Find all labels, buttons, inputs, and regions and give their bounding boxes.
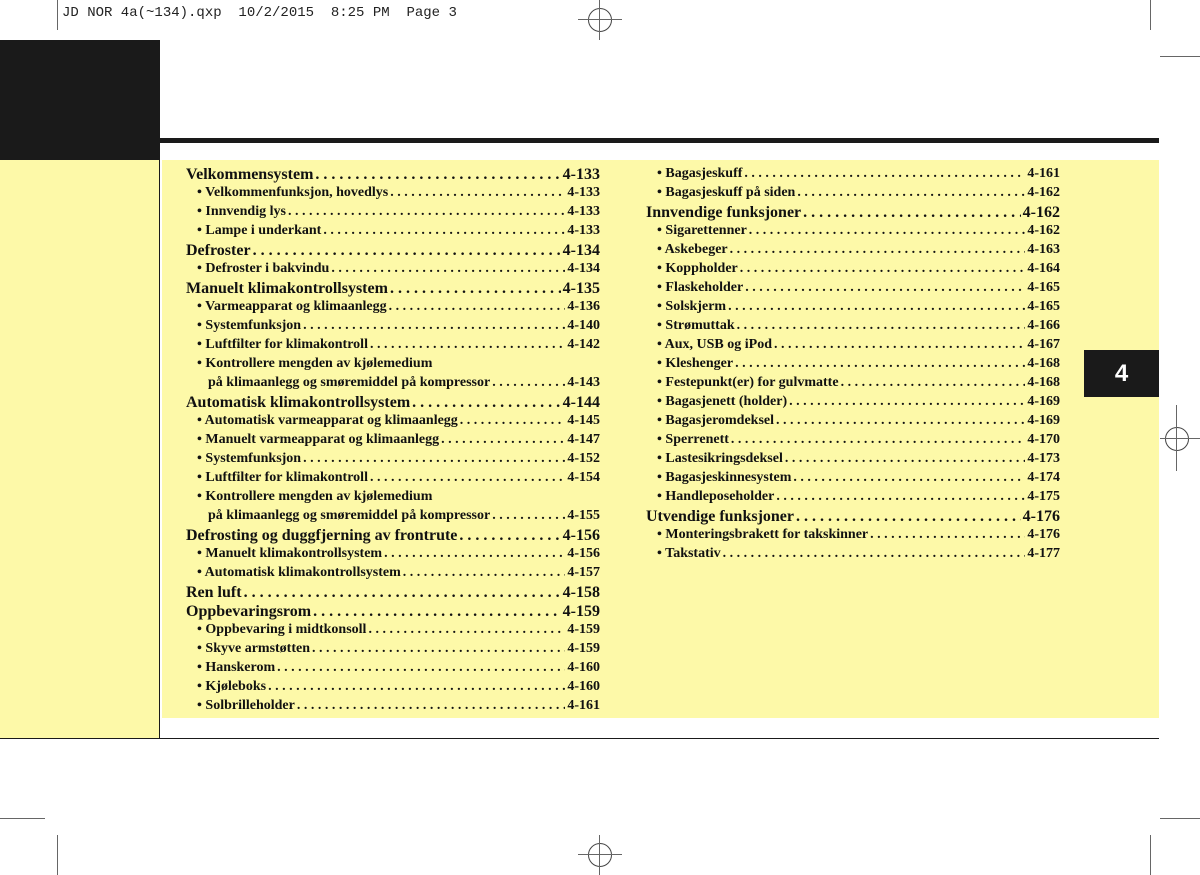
toc-entry [186,432,600,451]
toc-entry-title: • Solbrilleholder [197,698,295,713]
toc-entry-page: 4-160 [567,660,600,675]
toc-entry-title: på klimaanlegg og smøremiddel på kompressor [208,375,491,390]
registration-line [578,854,622,855]
toc-entry-title: • Monteringsbrakett for takskinner [657,527,869,542]
toc-entry-page: 4-156 [562,527,600,544]
leader-dots [737,318,1026,334]
toc-entry-page: 4-133 [562,166,600,183]
toc-entry-title: • Defroster i bakvindu [197,261,330,276]
toc-entry-title: Defrosting og duggfjerning av frontrute [186,527,458,544]
toc-entry [646,280,1060,299]
leader-dots [412,394,561,412]
toc-entry-page: 4-170 [1027,432,1060,447]
toc-entry-title: • Systemfunksjon [197,318,302,333]
crop-mark [1150,0,1151,30]
toc-entry-page: 4-147 [567,432,600,447]
leader-dots [441,432,565,448]
toc-entry-title: • Solskjerm [657,299,727,314]
toc-entry-page: 4-142 [567,337,600,352]
toc-entry-page: 4-169 [1027,413,1060,428]
toc-entry-title: • Bagasjenett (holder) [657,394,788,409]
toc-entry-page: 4-168 [1027,375,1060,390]
toc-entry [646,299,1060,318]
toc-entry-page: 4-176 [1027,527,1060,542]
bottom-rule [0,738,1159,739]
toc-entry [186,660,600,679]
toc-entry-page: 4-159 [567,622,600,637]
leader-dots [735,356,1025,372]
leader-dots [492,375,565,391]
toc-entry [646,432,1060,451]
leader-dots [312,641,565,657]
toc-entry-title: • Kjøleboks [197,679,267,694]
leader-dots [728,299,1025,315]
toc-entry [646,470,1060,489]
leader-dots [492,508,565,524]
leader-dots [789,394,1025,410]
leader-dots [745,280,1025,296]
toc-entry-title: • Flaskeholder [657,280,744,295]
toc-entry-page: 4-160 [567,679,600,694]
toc-entry [646,394,1060,413]
toc-entry [186,679,600,698]
toc-entry-title: • Velkommenfunksjon, hovedlys [197,185,389,200]
toc-entry [186,261,600,280]
print-header: JD NOR 4a(~134).qxp 10/2/2015 8:25 PM Page 3 [62,5,457,21]
toc-entry [186,641,600,660]
toc-entry-page: 4-177 [1027,546,1060,561]
toc-entry-page: 4-159 [567,641,600,656]
crop-mark [1150,835,1151,875]
toc-entry [186,508,600,527]
leader-dots [370,337,565,353]
toc-entry-page: 4-174 [1027,470,1060,485]
leader-dots [331,261,565,277]
toc-entry-title: • Sperrenett [657,432,729,447]
toc-entry [646,166,1060,185]
leader-dots [288,204,565,220]
toc-entry-page: 4-157 [567,565,600,580]
toc-entry [646,318,1060,337]
toc-entry-title: på klimaanlegg og smøremiddel på kompressor [208,508,491,523]
toc-entry-page: 4-135 [562,280,600,297]
toc-entry [186,470,600,489]
leader-dots [303,318,565,334]
toc-entry-page: 4-155 [567,508,600,523]
toc-entry-page: 4-143 [567,375,600,390]
toc-entry-title: • Aux, USB og iPod [657,337,772,352]
toc-entry-page: 4-162 [1022,204,1060,221]
toc-entry-title: Defroster [186,242,251,259]
toc-entry-title: • Lastesikringsdeksel [657,451,783,466]
toc-entry-page: 4-136 [567,299,600,314]
toc-column-right [646,166,1060,565]
toc-entry-page: 4-133 [567,204,600,219]
toc-entry [646,204,1060,223]
toc-entry [186,280,600,299]
leader-dots [368,622,565,638]
toc-entry-page: 4-134 [562,242,600,259]
toc-entry-title: • Luftfilter for klimakontroll [197,337,368,352]
toc-entry-title: • Luftfilter for klimakontroll [197,470,368,485]
header-block [0,40,160,160]
leader-dots [841,375,1026,391]
toc-entry [186,204,600,223]
leader-dots [785,451,1025,467]
leader-dots [740,261,1026,277]
toc-entry-title: • Automatisk klimakontrollsystem [197,565,401,580]
toc-entry-title: • Takstativ [657,546,721,561]
leader-dots [731,432,1025,448]
crop-mark [57,0,58,30]
toc-entry-title: • Bagasjeskinnesystem [657,470,792,485]
toc-entry [646,451,1060,470]
toc-entry-title: • Bagasjeromdeksel [657,413,775,428]
toc-entry-page: 4-166 [1027,318,1060,333]
toc-entry [646,261,1060,280]
toc-column-left [186,166,600,717]
toc-entry [186,451,600,470]
toc-entry-title: • Kleshenger [657,356,734,371]
toc-entry-page: 4-161 [1027,166,1060,181]
toc-entry-title: • Skyve armstøtten [197,641,310,656]
crop-mark [57,835,58,875]
toc-entry [186,185,600,204]
side-panel [0,160,160,738]
leader-dots [776,413,1025,429]
leader-dots [313,603,561,621]
leader-dots [303,451,565,467]
leader-dots [730,242,1026,258]
toc-entry-page: 4-158 [562,584,600,601]
toc-entry [186,622,600,641]
leader-dots [870,527,1025,543]
toc-entry-title: • Kontrollere mengden av kjølemedium [197,356,433,371]
toc-entry-page: 4-161 [567,698,600,713]
leader-dots [749,223,1026,239]
toc-entry-page: 4-165 [1027,299,1060,314]
toc-entry [646,223,1060,242]
registration-mark-icon [588,8,612,32]
leader-dots [776,489,1025,505]
toc-entry [186,565,600,584]
leader-dots [297,698,565,714]
leader-dots [390,185,565,201]
registration-mark-icon [1165,427,1189,451]
toc-entry [186,394,600,413]
toc-entry [186,584,600,603]
toc-entry [186,527,600,546]
toc-entry [186,337,600,356]
toc-entry [646,489,1060,508]
leader-dots [744,166,1025,182]
leader-dots [793,470,1025,486]
chapter-tab: 4 [1084,350,1159,397]
leader-dots [403,565,566,581]
registration-line [599,0,600,40]
toc-entry-page: 4-168 [1027,356,1060,371]
toc-entry-page: 4-145 [567,413,600,428]
toc-entry-page: 4-173 [1027,451,1060,466]
toc-entry-page: 4-167 [1027,337,1060,352]
toc-entry [186,223,600,242]
leader-dots [796,508,1021,526]
toc-entry-title: • Varmeapparat og klimaanlegg [197,299,387,314]
toc-entry-title: Manuelt klimakontrollsystem [186,280,388,297]
toc-entry [186,242,600,261]
toc-entry [186,603,600,622]
toc-entry-title: Velkommensystem [186,166,314,183]
leader-dots [723,546,1026,562]
leader-dots [774,337,1025,353]
leader-dots [315,166,560,184]
leader-dots [459,527,560,545]
leader-dots [797,185,1025,201]
toc-entry [186,299,600,318]
leader-dots [244,584,561,602]
registration-line [578,19,622,20]
leader-dots [460,413,566,429]
leader-dots [277,660,565,676]
toc-entry [186,356,600,375]
toc-entry-title: Oppbevaringsrom [186,603,312,620]
toc-entry-page: 4-165 [1027,280,1060,295]
leader-dots [370,470,565,486]
toc-entry [186,413,600,432]
toc-entry [646,185,1060,204]
toc-entry-page: 4-152 [567,451,600,466]
toc-entry-page: 4-156 [567,546,600,561]
toc-entry-title: Ren luft [186,584,242,601]
registration-line [1160,438,1200,439]
toc-entry-page: 4-176 [1022,508,1060,525]
toc-entry-title: • Kontrollere mengden av kjølemedium [197,489,433,504]
toc-entry-title: • Manuelt varmeapparat og klimaanlegg [197,432,440,447]
toc-entry-page: 4-164 [1027,261,1060,276]
leader-dots [253,242,561,260]
toc-entry-page: 4-154 [567,470,600,485]
crop-mark [1160,818,1200,819]
toc-entry [646,413,1060,432]
leader-dots [803,204,1021,222]
leader-dots [389,299,566,315]
toc-entry-page: 4-175 [1027,489,1060,504]
toc-entry-title: • Systemfunksjon [197,451,302,466]
toc-entry-title: • Lampe i underkant [197,223,322,238]
toc-entry [186,318,600,337]
toc-entry-title: • Askebeger [657,242,728,257]
toc-entry-title: • Oppbevaring i midtkonsoll [197,622,367,637]
leader-dots [323,223,565,239]
toc-entry-title: Innvendige funksjoner [646,204,802,221]
top-rule [160,138,1159,143]
toc-entry [646,546,1060,565]
toc-entry-page: 4-140 [567,318,600,333]
toc-entry-page: 4-169 [1027,394,1060,409]
toc-entry-title: • Koppholder [657,261,738,276]
leader-dots [384,546,565,562]
toc-entry-page: 4-162 [1027,185,1060,200]
crop-mark [1160,56,1200,57]
toc-entry-page: 4-159 [562,603,600,620]
toc-entry-page: 4-162 [1027,223,1060,238]
toc-entry [646,337,1060,356]
vertical-rule [159,40,160,738]
toc-entry-title: • Bagasjeskuff på siden [657,185,796,200]
toc-entry-title: • Manuelt klimakontrollsystem [197,546,383,561]
toc-entry-title: Automatisk klimakontrollsystem [186,394,411,411]
toc-entry-page: 4-134 [567,261,600,276]
toc-entry-title: • Sigarettenner [657,223,747,238]
toc-entry-title: • Automatisk varmeapparat og klimaanlegg [197,413,458,428]
toc-entry [646,508,1060,527]
toc-entry-title: • Hanskerom [197,660,276,675]
crop-mark [0,818,45,819]
toc-entry [186,546,600,565]
toc-entry [186,375,600,394]
toc-entry [186,698,600,717]
toc-entry-title: Utvendige funksjoner [646,508,795,525]
toc-entry-title: • Bagasjeskuff [657,166,743,181]
toc-entry [186,166,600,185]
toc-entry-page: 4-133 [567,185,600,200]
leader-dots [268,679,565,695]
toc-entry-title: • Strømuttak [657,318,735,333]
registration-mark-icon [588,843,612,867]
toc-entry-page: 4-133 [567,223,600,238]
toc-entry [646,375,1060,394]
toc-entry-page: 4-163 [1027,242,1060,257]
toc-entry [646,527,1060,546]
registration-line [599,835,600,875]
toc-entry-page: 4-144 [562,394,600,411]
toc-entry [646,242,1060,261]
toc-entry-title: • Handleposeholder [657,489,775,504]
toc-entry-title: • Innvendig lys [197,204,286,219]
toc-entry [646,356,1060,375]
leader-dots [390,280,561,298]
toc-entry [186,489,600,508]
toc-entry-title: • Festepunkt(er) for gulvmatte [657,375,839,390]
